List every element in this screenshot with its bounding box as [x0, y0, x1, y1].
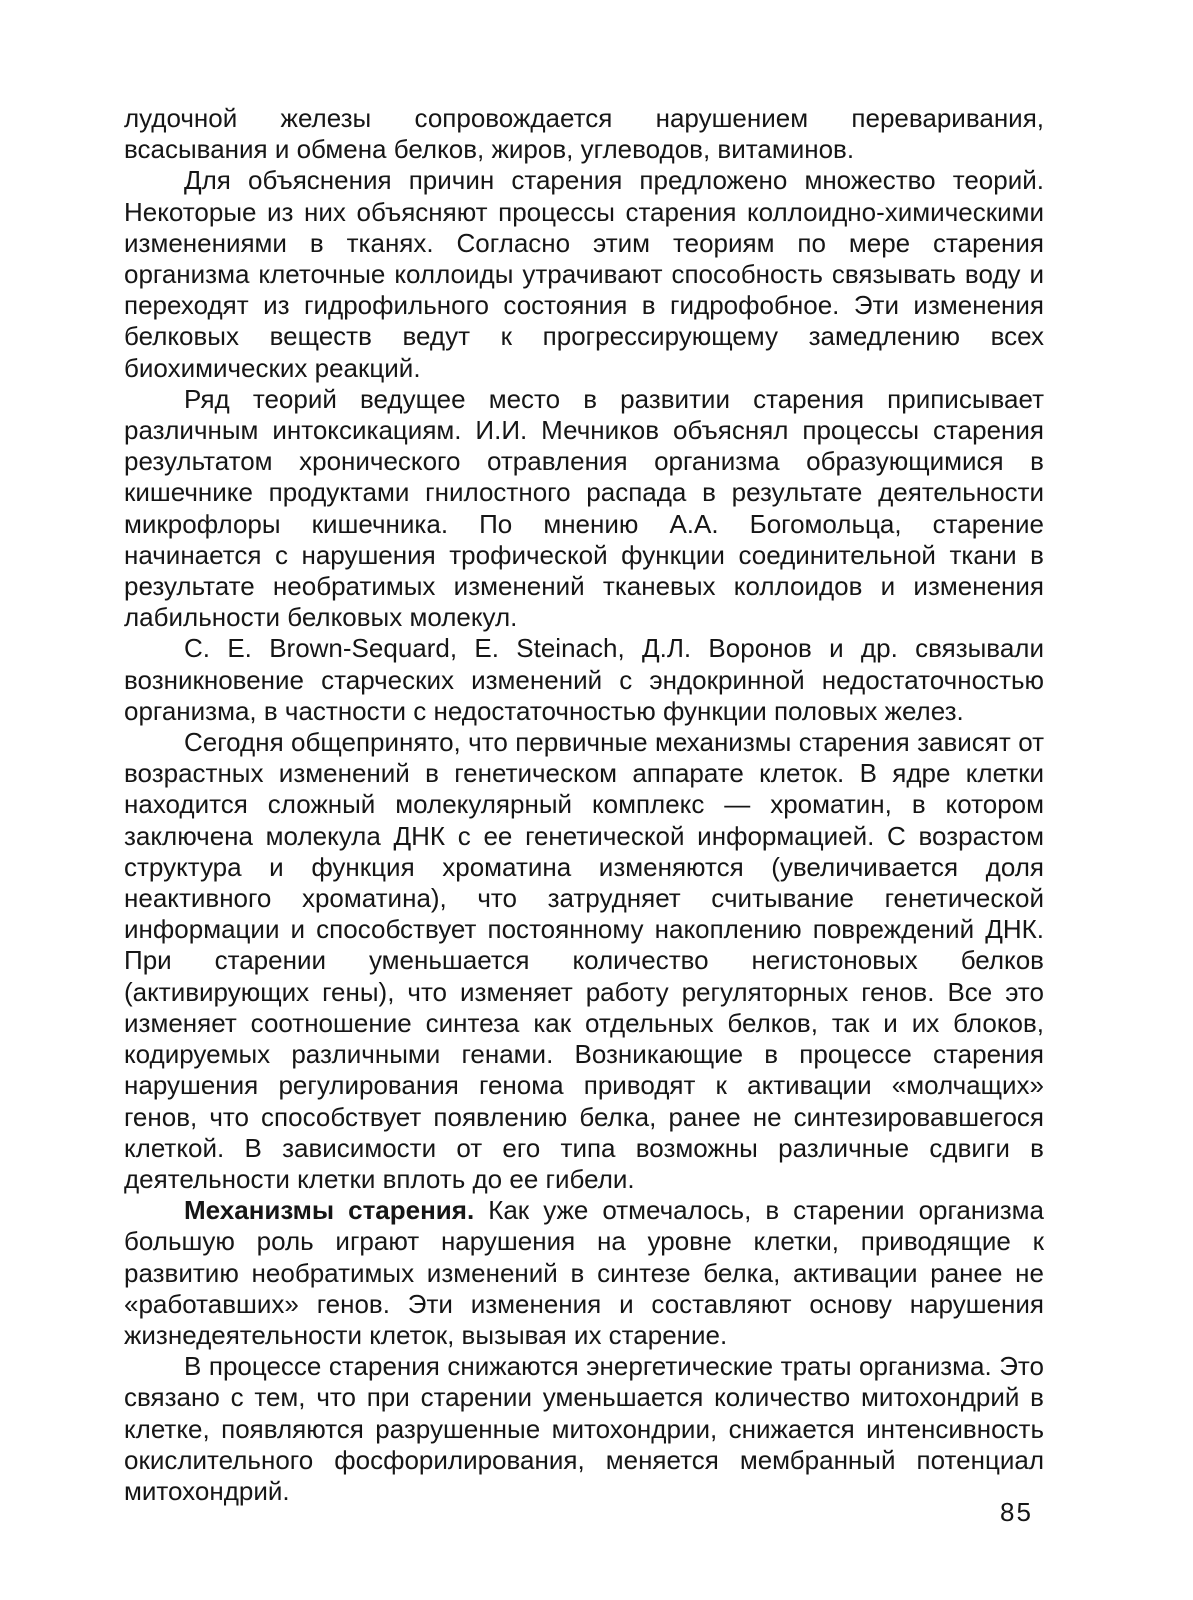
paragraph-text: Сегодня общепринято, что первичные механизмы старения зависят от возрастных изменений в генетическом аппарате клеток. В ядре клетки находится сложный молекулярный комплекс — хроматин, в котором заключена молекула ДНК с ее генетической информацией. С возрастом структура и функция хроматина изменяются (увеличивается доля неактивного хроматина), что затрудняет считывание генетической информации и способствует постоянному накоплению повреждений ДНК. При старении уменьшается количество негистоновых белков (активирующих гены), что изменяет работу регуляторных генов. Все это изменяет соотношение синтеза как отдельных белков, так и их блоков, кодируемых различными генами. Возникающие в процессе старения нарушения регулирования генома приводят к активации «молчащих» генов, что способствует появлению белка, ранее не синтезировавшегося клеткой. В зависимости от его типа возможны различные сдвиги в деятельности клетки вплоть до ее гибели. [124, 727, 1044, 1194]
page-body [124, 103, 1044, 1507]
paragraph-text: Как уже отмечалось, в старении организма большую роль играют нарушения на уровне клетки, приводящие к развитию необратимых изменений в синтезе белка, активации ранее не «работавших» генов. Эти изменения и составляют основу нарушения жизнедеятельности клеток, вызывая их старение. [124, 1195, 1044, 1350]
paragraph-text: В процессе старения снижаются энергетические траты организма. Это связано с тем, что при старении уменьшается количество митохондрий в клетке, появляются разрушенные митохондрии, снижается интенсивность окислительного фосфорилирования, меняется мембранный потенциал митохондрий. [124, 1351, 1044, 1506]
paragraph-text: Для объяснения причин старения предложено множество теорий. Некоторые из них объясняют процессы старения коллоидно-химическими изменениями в тканях. Согласно этим теориям по мере старения организма клеточные коллоиды утрачивают способность связывать воду и переходят из гидрофильного состояния в гидрофобное. Эти изменения белковых веществ ведут к прогрессирующему замедлению всех биохимических реакций. [124, 165, 1044, 383]
section-heading: Механизмы старения. [184, 1195, 475, 1226]
paragraph-energy [124, 1351, 1044, 1507]
paragraph-endocrine-theories [124, 633, 1044, 727]
paragraph-aging-theories [124, 165, 1044, 383]
paragraph-intoxication-theories [124, 384, 1044, 634]
paragraph-text: Ряд теорий ведущее место в развитии старения приписывает различным интоксикациям. И.И. Мечников объяснял процессы старения результатом хронического отравления организма образующимися в кишечнике продуктами гнилостного распада в результате деятельности микрофлоры кишечника. По мнению А.А. Богомольца, старение начинается с нарушения трофической функции соединительной ткани в результате необратимых изменений тканевых коллоидов и изменения лабильности белковых молекул. [124, 383, 1044, 633]
page-number: 85 [1000, 1497, 1033, 1527]
paragraph-continuation [124, 103, 1044, 165]
paragraph-genetic-mechanisms [124, 727, 1044, 1195]
paragraph-text: лудочной железы сопровождается нарушением переваривания, всасывания и обмена белков, жиров, углеводов, витаминов. [124, 103, 1044, 165]
paragraph-text: C. E. Brown-Sequard, E. Steinach, Д.Л. Воронов и др. связывали возникновение старческих изменений с эндокринной недостаточностью организма, в частности с недостаточностью функции половых желез. [124, 633, 1044, 726]
paragraph-aging-mechanisms [124, 1195, 1044, 1351]
